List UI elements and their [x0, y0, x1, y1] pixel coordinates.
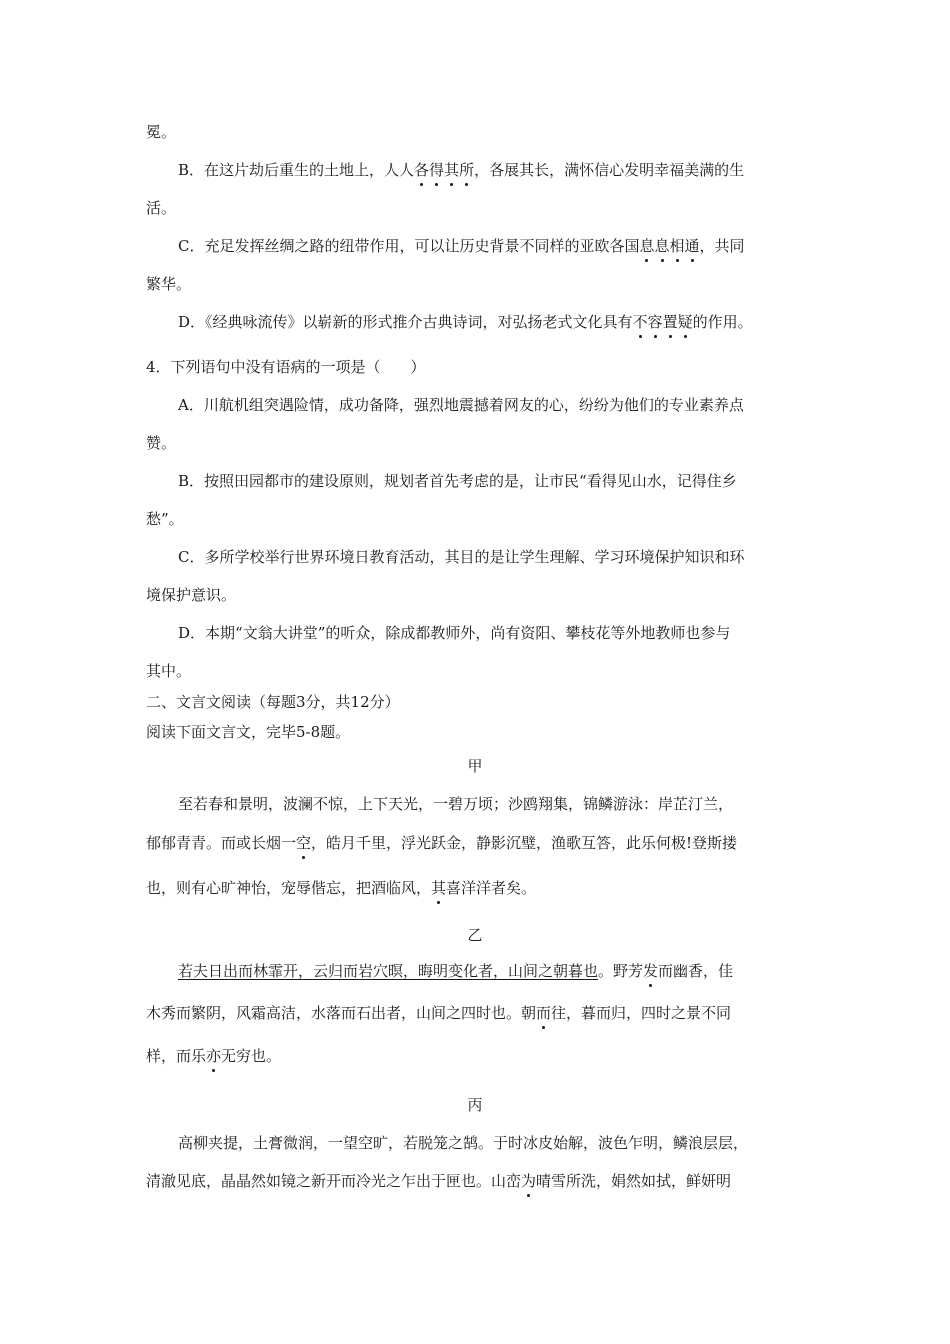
q3-option-b-cont: 活。: [146, 199, 177, 217]
q3-option-a-tail: 冕。: [146, 123, 177, 141]
dotted-char: 息: [654, 237, 670, 255]
dotted-char: 息: [639, 237, 655, 255]
q4-option-d: D．本期“文翁大讲堂”的听众，除成都教师外，尚有资阳、攀枝花等外地教师也参与: [178, 624, 731, 642]
q4-option-b: B．按照田园都市的建设原则，规划者首先考虑的是，让市民“看得见山水，记得住乡: [178, 472, 737, 490]
section-heading: 二、文言文阅读（每题3分，共12分）: [146, 693, 400, 711]
q4-option-a-cont: 赞。: [146, 434, 177, 452]
section-instruction: 阅读下面文言文，完毕5-8题。: [146, 723, 351, 741]
q4-option-a: A．川航机组突遇险情，成功备降，强烈地震撼着网友的心，纷纷为他们的专业素养点: [178, 396, 744, 414]
q4-option-c: C．多所学校举行世界环境日教育活动，其目的是让学生理解、学习环境保护知识和环: [178, 548, 745, 566]
underlined-sentence: 若夫日出而林霏开，云归而岩穴暝，晦明变化者，山间之朝暮也: [178, 962, 599, 980]
dotted-char: 发: [643, 962, 659, 980]
passage-bing-title: 丙: [467, 1096, 483, 1114]
dotted-char: 置: [662, 313, 678, 331]
dotted-char: 空: [296, 834, 312, 852]
passage-yi-title: 乙: [467, 926, 483, 944]
passage-jia-title: 甲: [467, 757, 483, 775]
dotted-char: 而: [536, 1004, 552, 1022]
q3-option-c-cont: 繁华。: [146, 275, 192, 293]
q3-option-c: C．充足发挥丝绸之路的纽带作用，可以让历史背景不同样的亚欧各国息息相通，共同: [178, 237, 745, 255]
dotted-char: 相: [669, 237, 685, 255]
dotted-char: 容: [647, 313, 663, 331]
q3-option-d: D．《经典咏流传》以崭新的形式推介古典诗词，对弘扬老式文化具有不容置疑的作用。: [178, 313, 753, 331]
q3-option-b: B．在这片劫后重生的土地上，人人各得其所，各展其长，满怀信心发明幸福美满的生: [178, 161, 745, 179]
q3-option-d-dotted: [633, 311, 693, 333]
dotted-char: 其: [444, 161, 460, 179]
passage-yi-line-2: 木秀而繁阴，风霜高洁，水落而石出者，山间之四时也。朝而往，暮而归，四时之景不同: [146, 1004, 732, 1022]
dotted-char: 得: [429, 161, 445, 179]
dotted-char: 亦: [206, 1047, 222, 1065]
dotted-char: 通: [684, 237, 700, 255]
passage-yi-line-1: 若夫日出而林霏开，云归而岩穴暝，晦明变化者，山间之朝暮也。野芳发而幽香，佳: [178, 962, 734, 980]
passage-jia-line-1: 至若春和景明，波澜不惊，上下天光，一碧万顷；沙鸥翔集，锦鳞游泳：岸芷汀兰，: [178, 795, 734, 813]
dotted-char: 其: [431, 879, 447, 897]
passage-bing-line-1: 高柳夹提，土膏微润，一望空旷，若脱笼之鹄。于时冰皮始解，波色乍明，鳞浪层层，: [178, 1134, 749, 1152]
dotted-char: 不: [632, 313, 648, 331]
q4-option-b-cont: 愁”。: [146, 510, 184, 528]
passage-jia-line-3: 也，则有心旷神怡，宠辱偕忘，把酒临风，其喜洋洋者矣。: [146, 879, 537, 897]
passage-jia-line-2: 郁郁青青。而或长烟一空，皓月千里，浮光跃金，静影沉璧，渔歌互答，此乐何极!登斯搂: [146, 834, 738, 852]
passage-yi-line-3: 样，而乐亦无穷也。: [146, 1047, 282, 1065]
dotted-char: 各: [414, 161, 430, 179]
passage-bing-line-2: 清澈见底，晶晶然如镜之新开而冷光之乍出于匣也。山峦为晴雪所洗，娟然如拭，鲜妍明: [146, 1172, 732, 1190]
q3-option-b-dotted: [414, 159, 474, 181]
dotted-char: 为: [521, 1172, 537, 1190]
dotted-char: 所: [459, 161, 475, 179]
q4-option-d-cont: 其中。: [146, 662, 192, 680]
dotted-char: 疑: [677, 313, 693, 331]
q4-option-c-cont: 境保护意识。: [146, 586, 237, 604]
q3-option-c-dotted: [639, 235, 699, 257]
q4-stem: 4．下列语句中没有语病的一项是（ ）: [146, 358, 426, 376]
